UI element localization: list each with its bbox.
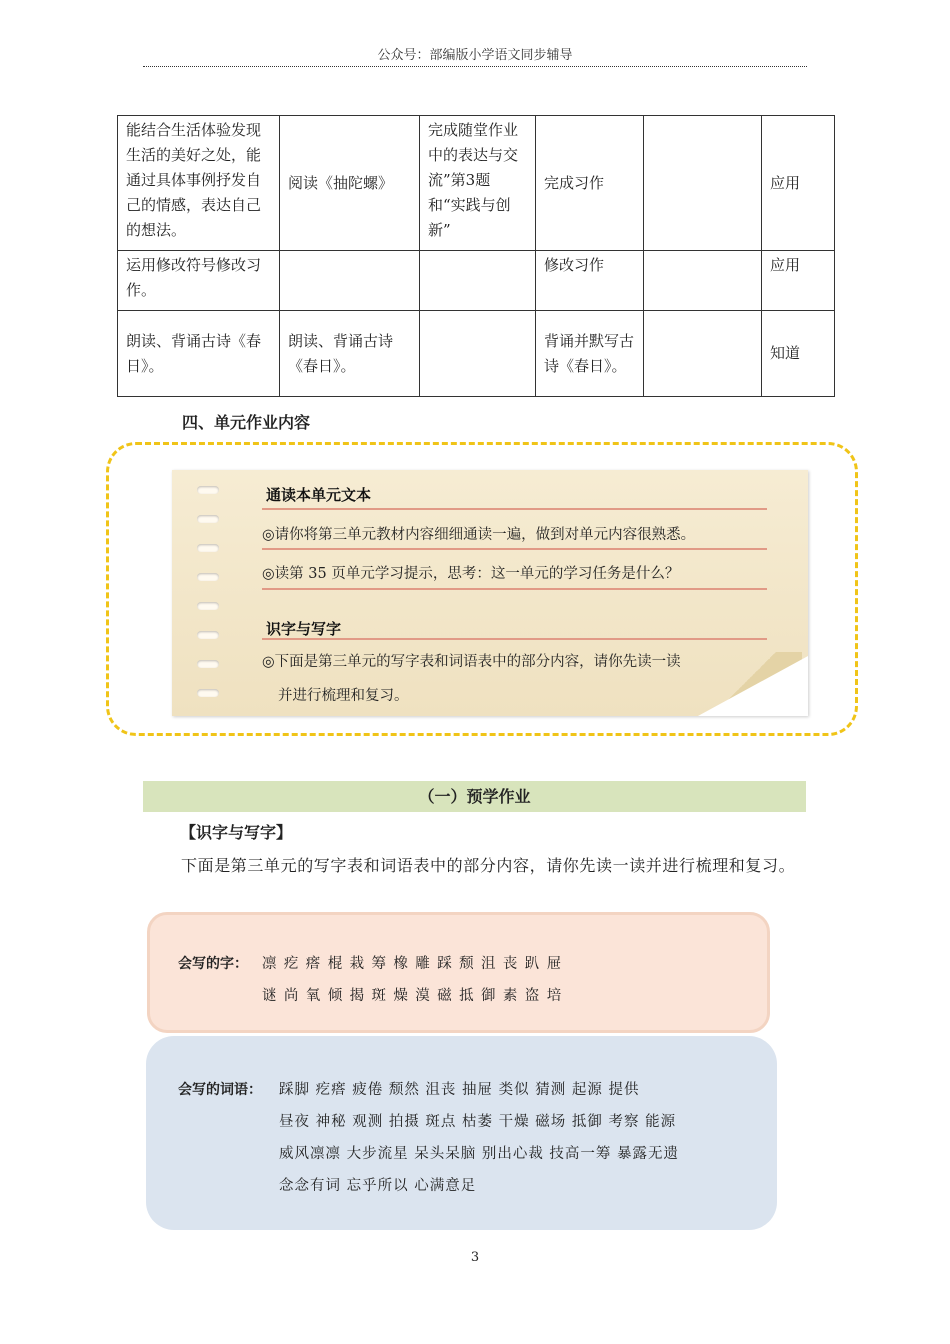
words-row: 踩脚 疙瘩 疲倦 颓然 沮丧 抽屉 类似 猜测 起源 提供 <box>279 1082 640 1098</box>
table-cell: 修改习作 <box>536 251 644 311</box>
table-cell: 背诵并默写古诗《春日》。 <box>536 311 644 397</box>
table-cell: 朗读、背诵古诗《春日》。 <box>280 311 420 397</box>
note-title-writing: 识字与写字 <box>266 620 342 638</box>
table-cell: 知道 <box>762 311 835 397</box>
header-divider <box>143 66 807 67</box>
note-rule <box>262 638 767 640</box>
table-row <box>118 251 835 311</box>
preview-homework-bar: （一）预学作业 <box>143 781 806 812</box>
table-cell: 完成随堂作业中的表达与交流”第3题和“实践与创新” <box>420 116 536 251</box>
page-header: 公众号：部编版小学语文同步辅导 <box>377 48 573 63</box>
binder-hole-icon <box>197 515 219 523</box>
words-row: 昼夜 神秘 观测 拍摄 斑点 枯萎 干燥 磁场 抵御 考察 能源 <box>279 1114 677 1130</box>
characters-label: 会写的字： <box>178 956 248 972</box>
table-cell <box>644 311 762 397</box>
table-cell <box>420 311 536 397</box>
table-row <box>118 116 835 251</box>
table-cell: 运用修改符号修改习作。 <box>118 251 280 311</box>
words-row: 念念有词 忘乎所以 心满意足 <box>279 1178 477 1194</box>
page-curl-cutout <box>698 656 808 716</box>
characters-row: 凛疙瘩棍栽筹橡雕踩颓沮丧趴屉 <box>262 956 569 972</box>
table-cell: 应用 <box>762 116 835 251</box>
binder-hole-icon <box>197 689 219 697</box>
characters-box <box>147 912 770 1033</box>
binder-hole-icon <box>197 573 219 581</box>
note-title-reading: 通读本单元文本 <box>266 486 372 504</box>
subsection-title: 【识字与写字】 <box>180 823 293 842</box>
table-cell <box>644 116 762 251</box>
table-cell <box>644 251 762 311</box>
table-cell: 朗读、背诵古诗《春日》。 <box>118 311 280 397</box>
assignment-plan-table <box>117 115 835 397</box>
words-row: 威风凛凛 大步流星 呆头呆脑 别出心裁 技高一筹 暴露无遗 <box>279 1146 680 1162</box>
table-cell: 能结合生活体验发现生活的美好之处，能通过具体事例抒发自己的情感，表达自己的想法。 <box>118 116 280 251</box>
binder-hole-icon <box>197 602 219 610</box>
words-box <box>146 1036 777 1230</box>
characters-row: 谜尚氧倾揭斑燥漠磁抵御素盗培 <box>262 988 569 1004</box>
note-line: ◎请你将第三单元教材内容细细通读一遍，做到对单元内容很熟悉。 <box>262 527 696 543</box>
note-rule <box>262 508 767 510</box>
note-rule <box>262 548 767 550</box>
note-line: ◎下面是第三单元的写字表和词语表中的部分内容，请你先读一读 <box>262 654 681 670</box>
instruction-paragraph: 下面是第三单元的写字表和词语表中的部分内容，请你先读一读并进行梳理和复习。 <box>181 856 796 875</box>
table-cell: 完成习作 <box>536 116 644 251</box>
binder-hole-icon <box>197 544 219 552</box>
note-line: ◎读第 35 页单元学习提示，思考：这一单元的学习任务是什么？ <box>262 566 680 582</box>
words-label: 会写的词语： <box>178 1082 262 1098</box>
table-cell <box>280 251 420 311</box>
note-rule <box>262 588 767 590</box>
binder-hole-icon <box>197 660 219 668</box>
table-row <box>118 311 835 397</box>
binder-hole-icon <box>197 486 219 494</box>
table-cell: 阅读《抽陀螺》 <box>280 116 420 251</box>
note-line: 并进行梳理和复习。 <box>278 688 409 704</box>
section-title: 四、单元作业内容 <box>182 413 311 432</box>
binder-hole-icon <box>197 631 219 639</box>
table-cell <box>420 251 536 311</box>
note-paper <box>172 470 808 716</box>
page-number: 3 <box>470 1250 480 1265</box>
table-cell: 应用 <box>762 251 835 311</box>
